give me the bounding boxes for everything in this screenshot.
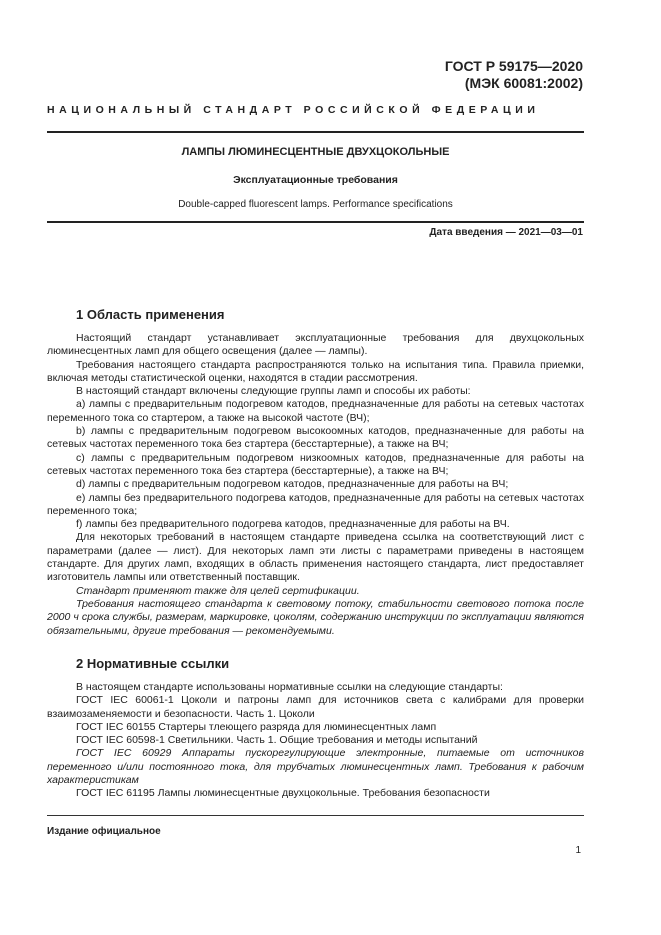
- paragraph: Для некоторых требований в настоящем стандарте приведена ссылка на соответствующий лист с параметрами (далее — лист). Для некоторых ламп эти листы с параметрами приведены в настоящем стандарте. Для других ламп, входящих в область применения настоящего стандарта, лист предоставляет изготовитель лампы или ответственный поставщик.: [47, 531, 584, 584]
- edition-label: Издание официальное: [47, 826, 161, 837]
- reference-item: ГОСТ IEC 60155 Стартеры тлеющего разряда для люминесцентных ламп: [76, 720, 437, 733]
- list-item: b) лампы с предварительным подогревом высокоомных катодов, предназначенные для работы на сетевых частотах переменного тока без стартера (бесстартерные), а также на ВЧ;: [47, 425, 584, 451]
- document-subtitle: Эксплуатационные требования: [233, 174, 398, 186]
- header-rule: [47, 131, 584, 133]
- title-rule: [47, 221, 584, 223]
- reference-item: ГОСТ IEC 61195 Лампы люминесцентные двухцокольные. Требования безопасности: [76, 787, 490, 800]
- italic-paragraph: Стандарт применяют также для целей сертификации.: [76, 584, 360, 597]
- document-title: ЛАМПЫ ЛЮМИНЕСЦЕНТНЫЕ ДВУХЦОКОЛЬНЫЕ: [181, 146, 450, 158]
- section-1-body: [47, 332, 584, 638]
- reference-item: ГОСТ IEC 60598-1 Светильники. Часть 1. Общие требования и методы испытаний: [76, 734, 478, 747]
- paragraph: В настоящем стандарте использованы нормативные ссылки на следующие стандарты:: [76, 681, 503, 693]
- intro-date: Дата введения — 2021—03—01: [429, 227, 583, 238]
- iec-number: (МЭК 60081:2002): [464, 75, 583, 91]
- list-item: d) лампы с предварительным подогревом катодов, предназначенные для работы на ВЧ;: [76, 478, 509, 491]
- paragraph: Требования настоящего стандарта распространяются только на испытания типа. Правила приемки, включая методы статистической оценки, находятся в стадии рассмотрения.: [47, 358, 584, 384]
- english-title: Double-capped fluorescent lamps. Performance specifications: [178, 199, 453, 210]
- reference-item-italic: ГОСТ IEC 60929 Аппараты пускорегулирующие электронные, питаемые от источников переменного и/или постоянного тока, для трубчатых люминесцентных ламп. Требования к рабочим характеристикам: [47, 747, 584, 787]
- national-standard-banner: НАЦИОНАЛЬНЫЙ СТАНДАРТ РОССИЙСКОЙ ФЕДЕРАЦИИ: [47, 104, 540, 116]
- list-item: f) лампы без предварительного подогрева катодов, предназначенные для работы на ВЧ.: [76, 518, 510, 531]
- paragraph: В настоящий стандарт включены следующие группы ламп и способы их работы:: [76, 385, 471, 398]
- reference-item: ГОСТ IEC 60061-1 Цоколи и патроны ламп для источников света с калибрами для проверки взаимозаменяемости и безопасности. Часть 1. Цоколи: [47, 694, 584, 720]
- section-2-body: [47, 681, 584, 801]
- section-2-heading: 2 Нормативные ссылки: [76, 656, 230, 671]
- paragraph: Настоящий стандарт устанавливает эксплуатационные требования для двухцокольных люминесцентных ламп для общего освещения (далее — лампы).: [47, 332, 584, 358]
- list-item: e) лампы без предварительного подогрева катодов, предназначенные для работы на сетевых частотах переменного тока;: [47, 491, 584, 517]
- page-number: 1: [575, 845, 581, 856]
- list-item: a) лампы с предварительным подогревом катодов, предназначенные для работы на сетевых частотах переменного тока со стартером, а также на высокой частоте (ВЧ);: [47, 398, 584, 424]
- italic-paragraph: Требования настоящего стандарта к световому потоку, стабильности светового потока после 2000 ч срока службы, размерам, маркировке, цоколям, содержанию инструкции по эксплуатации являются обязательными, другие требования — рекомендуемыми.: [47, 597, 584, 637]
- standard-number: ГОСТ Р 59175—2020: [444, 58, 583, 74]
- footer-rule: [47, 815, 584, 816]
- standard-designation: [445, 58, 583, 92]
- list-item: c) лампы с предварительным подогревом низкоомных катодов, предназначенные для работы на сетевых частотах переменного тока без стартера (бесстартерные), а также на ВЧ;: [47, 451, 584, 477]
- section-1-heading: 1 Область применения: [76, 307, 225, 322]
